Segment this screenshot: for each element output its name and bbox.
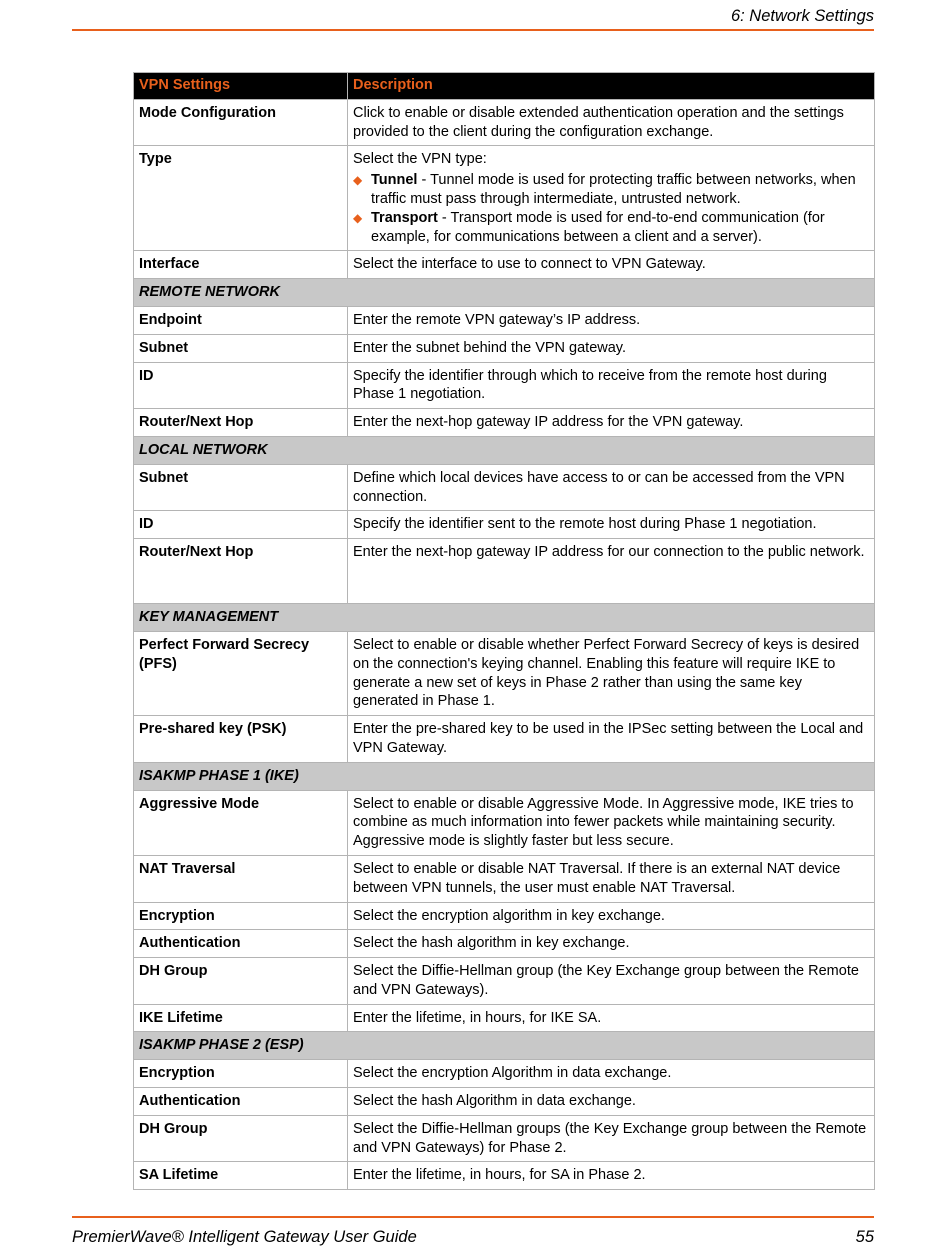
row-label: Interface [134, 251, 348, 279]
row-label: ID [134, 362, 348, 409]
row-label: Subnet [134, 334, 348, 362]
column-header-vpn-settings: VPN Settings [134, 73, 348, 100]
column-header-description: Description [348, 73, 875, 100]
table-row [134, 902, 875, 930]
section-title: REMOTE NETWORK [134, 279, 875, 307]
table-row [134, 1004, 875, 1032]
row-label: Aggressive Mode [134, 790, 348, 855]
row-description: Select the interface to use to connect to VPN Gateway. [348, 251, 875, 279]
row-description: Enter the subnet behind the VPN gateway. [348, 334, 875, 362]
option-text: - Tunnel mode is used for protecting traffic between networks, when traffic must pass through intermediate, untrusted network. [371, 172, 856, 207]
page-header-chapter: 6: Network Settings [730, 7, 874, 25]
row-label: Mode Configuration [134, 99, 348, 146]
type-intro: Select the VPN type: [353, 151, 487, 168]
row-label: ID [134, 511, 348, 539]
table-row [134, 958, 875, 1005]
row-description: Enter the next-hop gateway IP address for our connection to the public network. [348, 539, 875, 604]
row-description: Select to enable or disable NAT Traversal. If there is an external NAT device between VPN tunnels, the user must enable NAT Traversal. [348, 855, 875, 902]
option-name: Tunnel [371, 172, 418, 189]
row-description: Enter the lifetime, in hours, for IKE SA. [348, 1004, 875, 1032]
row-description: Enter the remote VPN gateway’s IP address. [348, 306, 875, 334]
row-description: Enter the lifetime, in hours, for SA in Phase 2. [348, 1162, 875, 1190]
row-description: Enter the pre-shared key to be used in the IPSec setting between the Local and VPN Gateway. [348, 716, 875, 763]
row-label: Router/Next Hop [134, 409, 348, 437]
section-row-isakmp-phase-2 [134, 1032, 875, 1060]
footer-divider [72, 1216, 874, 1218]
table-row [134, 362, 875, 409]
row-description: Specify the identifier sent to the remote host during Phase 1 negotiation. [348, 511, 875, 539]
section-row-local-network [134, 436, 875, 464]
table-row [134, 464, 875, 511]
row-description: Enter the next-hop gateway IP address for the VPN gateway. [348, 409, 875, 437]
row-label: Subnet [134, 464, 348, 511]
table-row [134, 1162, 875, 1190]
diamond-bullet-icon: ◆ [353, 210, 363, 225]
row-label: Router/Next Hop [134, 539, 348, 604]
table-row [134, 1115, 875, 1162]
option-text: - Transport mode is used for end-to-end communication (for example, for communications between a client and a server). [371, 209, 825, 245]
page-number: 55 [855, 1228, 874, 1246]
section-title: ISAKMP PHASE 2 (ESP) [134, 1032, 875, 1060]
row-label: IKE Lifetime [134, 1004, 348, 1032]
diamond-bullet-icon: ◆ [353, 173, 363, 188]
section-title: LOCAL NETWORK [134, 436, 875, 464]
row-label: Type [134, 146, 348, 251]
table-row [134, 631, 875, 715]
section-row-key-management [134, 604, 875, 632]
vpn-type-list [353, 171, 869, 246]
row-label: NAT Traversal [134, 855, 348, 902]
row-description: Define which local devices have access to or can be accessed from the VPN connection. [348, 464, 875, 511]
row-label: DH Group [134, 1115, 348, 1162]
table-row [134, 306, 875, 334]
row-description: Select to enable or disable Aggressive Mode. In Aggressive mode, IKE tries to combine as much information into fewer packets while maintaining security. Aggressive mode is slightly faster but less secure. [348, 790, 875, 855]
row-description: Select the encryption Algorithm in data exchange. [348, 1060, 875, 1088]
table-row [134, 1060, 875, 1088]
section-row-isakmp-phase-1 [134, 762, 875, 790]
section-title: KEY MANAGEMENT [134, 604, 875, 632]
row-label: Encryption [134, 1060, 348, 1088]
row-label: Pre-shared key (PSK) [134, 716, 348, 763]
row-description: Select the hash Algorithm in data exchange. [348, 1088, 875, 1116]
table-row [134, 409, 875, 437]
table-row [134, 855, 875, 902]
list-item [353, 209, 869, 247]
row-label: Perfect Forward Secrecy (PFS) [134, 631, 348, 715]
row-description: Select the Diffie-Hellman group (the Key Exchange group between the Remote and VPN Gateways). [348, 958, 875, 1005]
row-label: Endpoint [134, 306, 348, 334]
table-row [134, 790, 875, 855]
row-label: DH Group [134, 958, 348, 1005]
row-description: Specify the identifier through which to receive from the remote host during Phase 1 negotiation. [348, 362, 875, 409]
row-label: SA Lifetime [134, 1162, 348, 1190]
row-description: Click to enable or disable extended authentication operation and the settings provided to the client during the configuration exchange. [348, 99, 875, 146]
row-description: Select the encryption algorithm in key exchange. [348, 902, 875, 930]
table-row [134, 716, 875, 763]
table-row [134, 99, 875, 146]
row-description [348, 146, 875, 251]
row-description: Select the hash algorithm in key exchange. [348, 930, 875, 958]
table-header-row [134, 73, 875, 100]
table-row [134, 539, 875, 604]
section-title: ISAKMP PHASE 1 (IKE) [134, 762, 875, 790]
option-name: Transport [371, 209, 438, 226]
table-row [134, 930, 875, 958]
table-row [134, 251, 875, 279]
table-row [134, 1088, 875, 1116]
row-label: Authentication [134, 930, 348, 958]
section-row-remote-network [134, 279, 875, 307]
row-description: Select to enable or disable whether Perfect Forward Secrecy of keys is desired on the connection's keying channel. Enabling this feature will require IKE to generate a new set of keys in Phase 2 rather than using the same key generated in Phase 1. [348, 631, 875, 715]
header-divider [72, 29, 874, 31]
table-row [134, 511, 875, 539]
table-row [134, 146, 875, 251]
list-item [353, 171, 869, 209]
row-description: Select the Diffie-Hellman groups (the Key Exchange group between the Remote and VPN Gateways) for Phase 2. [348, 1115, 875, 1162]
vpn-settings-table [133, 72, 875, 1190]
table-row [134, 334, 875, 362]
row-label: Authentication [134, 1088, 348, 1116]
page-footer [72, 1227, 874, 1247]
guide-title: PremierWave® Intelligent Gateway User Guide [72, 1228, 417, 1246]
row-label: Encryption [134, 902, 348, 930]
